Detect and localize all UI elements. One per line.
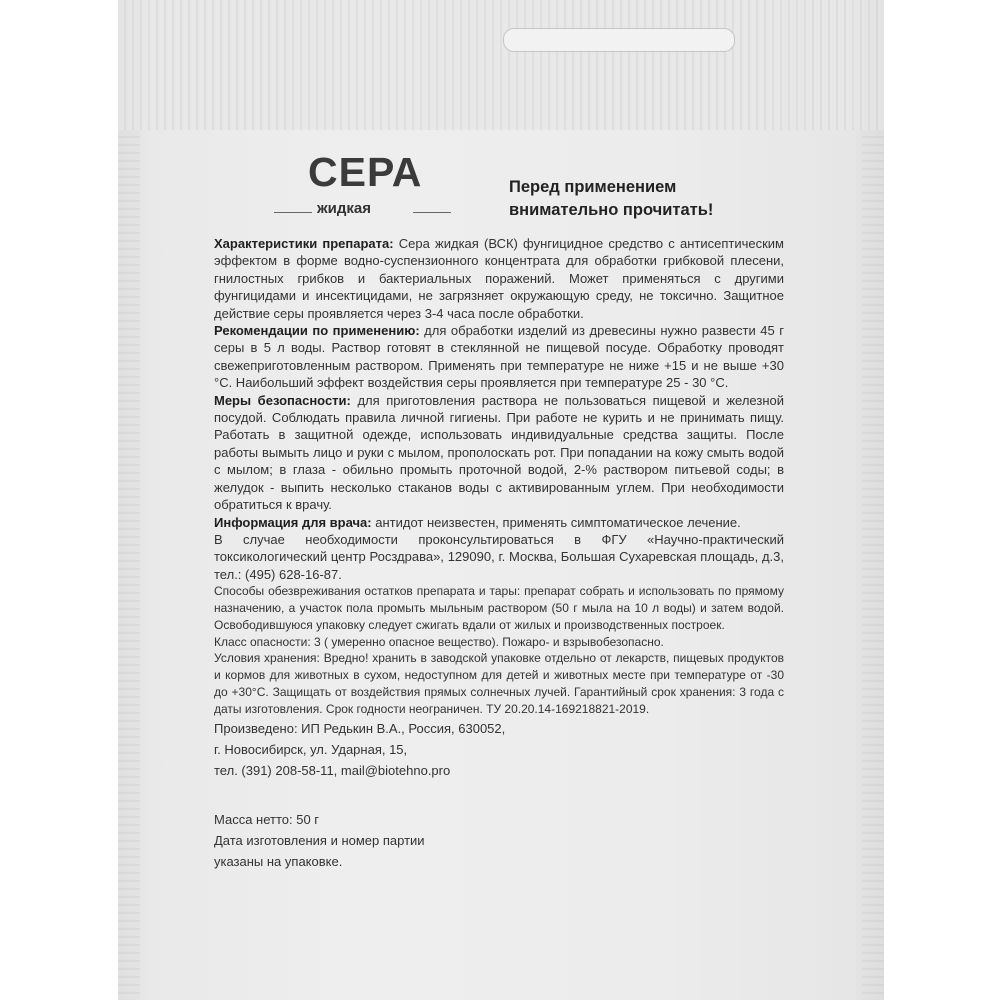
safety-text: для приготовления раствора не пользоваться пищевой и железной посудой. Соблюдать правила личной гигиены. При работе не курить и не принимать пищу. Работать в защитной одежде, использовать индивидуальные средства защиты. После работы вымыть лицо и руки с мылом, прополоскать рот. При попадании на кожу смыть водой с мылом; в глаза - обильно промыть проточной водой, 2-% раствором питьевой соды; в желудок - выпить несколько стаканов воды с активированным углем. При необходимости обратиться к врачу.	[214, 392, 784, 513]
batch-info-line-1: Дата изготовления и номер партии	[214, 832, 425, 848]
doctor-label: Информация для врача:	[214, 514, 372, 530]
hazard-paragraph: Класс опасности: 3 ( умеренно опасное вещество). Пожаро- и взрывобезопасно.	[214, 634, 664, 649]
subtitle-dash-right	[413, 212, 451, 213]
net-mass: Масса нетто: 50 г	[214, 811, 320, 827]
characteristics-label: Характеристики препарата:	[214, 236, 394, 251]
top-seal-stripe	[118, 0, 884, 130]
safety-label: Меры безопасности:	[214, 392, 351, 408]
consult-paragraph: В случае необходимости проконсультироваться в ФГУ «Научно-практический токсикологический центр Росздрава», 129090, г. Москва, Большая Сухаревская площадь, д.3, тел.: (495) 628-16-87.	[214, 531, 784, 582]
disposal-paragraph: Способы обезвреживания остатков препарата и тары: препарат собрать и использовать по прямому назначению, а участок пола промыть мыльным раствором (50 г мыла на 10 л воды) и затем водой. Освободившуюся упаковку следует сжигать вдали от жилых и производственных построек.	[214, 584, 784, 632]
characteristics-paragraph	[214, 235, 784, 322]
warning-line-1: Перед применением	[509, 178, 677, 196]
safety-paragraph	[214, 392, 784, 514]
product-title: СЕРА	[308, 149, 423, 195]
left-seal-stripe	[118, 130, 140, 1000]
manufacturer-line-2: г. Новосибирск, ул. Ударная, 15,	[214, 741, 408, 757]
read-warning	[509, 176, 713, 222]
recommendations-text: для обработки изделий из древесины нужно развести 45 г серы в 5 л воды. Раствор готовят в стеклянной не пищевой посуде. Обработку проводят свежеприготовленным раствором. Применять при температуре не ниже +15 и не выше +30 °С. Наибольший эффект воздействия серы проявляется при температуре 25 - 30 °С.	[214, 323, 784, 391]
manufacturer-line-1: Произведено: ИП Редькин В.А., Россия, 630052,	[214, 720, 506, 736]
doctor-text: антидот неизвестен, применять симптоматическое лечение.	[375, 514, 741, 530]
doctor-paragraph	[214, 514, 784, 531]
batch-info-line-2: указаны на упаковке.	[214, 853, 343, 869]
recommendations-label: Рекомендации по применению:	[214, 323, 420, 339]
right-seal-stripe	[862, 130, 884, 1000]
manufacturer-line-3: тел. (391) 208-58-11, mail@biotehno.pro	[214, 762, 451, 778]
storage-paragraph: Условия хранения: Вредно! хранить в заводской упаковке отдельно от лекарств, пищевых продуктов и кормов для животных в сухом, недоступном для детей и животных месте при температуре от -30 до +30°С. Защищать от воздействия прямых солнечных лучей. Гарантийный срок хранения: 3 года с даты изготовления. Срок годности неограничен. ТУ 20.20.14-169218821-2019.	[214, 651, 784, 716]
instructions-text	[214, 235, 784, 872]
net-mass-block	[214, 809, 784, 872]
hang-hole	[503, 28, 735, 52]
warning-line-2: внимательно прочитать!	[509, 201, 714, 219]
manufacturer-block	[214, 718, 784, 781]
subtitle-dash-left	[274, 212, 312, 213]
characteristics-text: Сера жидкая (ВСК) фунгицидное средство с антисептическим эффектом в форме водно-суспензионного концентрата для обработки грибковой плесени, гнилостных грибков и бактериальных поражений. Может применяться с другими фунгицидами и инсектицидами, не загрязняет окружающую среду, не токсично. Защитное действие серы проявляется через 3-4 часа после обработки.	[214, 236, 784, 321]
product-subtitle: жидкая	[317, 200, 371, 217]
recommendations-paragraph	[214, 322, 784, 392]
